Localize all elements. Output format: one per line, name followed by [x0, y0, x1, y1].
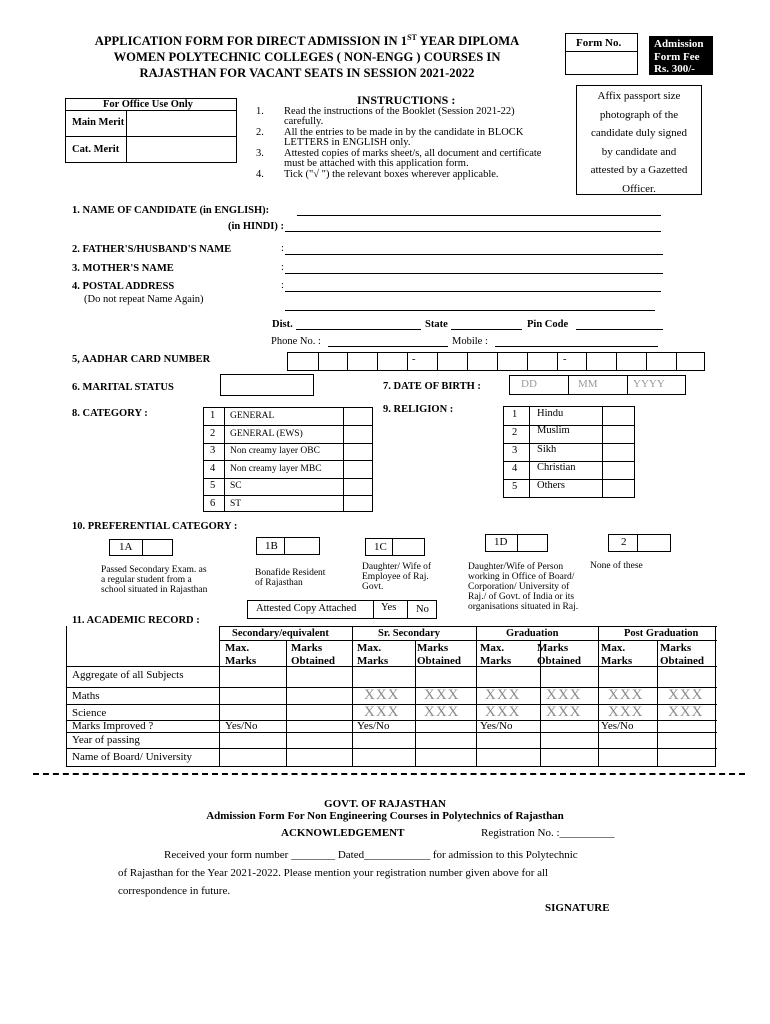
religion-table: [503, 406, 635, 498]
photo-text: Affix passport size: [597, 90, 681, 102]
pref-desc-line: working in Office of Board/: [468, 572, 575, 582]
name-english-field[interactable]: [297, 215, 661, 216]
na-cell: XXX: [424, 704, 460, 720]
photo-text: Officer.: [622, 182, 656, 195]
pin-code-label: Pin Code: [527, 319, 569, 330]
category-number: 1: [210, 410, 216, 421]
mobile-field[interactable]: [495, 346, 658, 347]
form-title: [40, 30, 574, 81]
na-cell: XXX: [424, 687, 460, 703]
instruction-text: carefully.: [284, 116, 324, 127]
pref-2-label: 2: [621, 536, 627, 548]
sub-header-line: Max.: [601, 642, 626, 654]
fee-line-2: Form Fee: [654, 50, 700, 63]
na-cell: XXX: [364, 687, 400, 703]
category-number: 6: [210, 498, 216, 509]
religion-label: 9. RELIGION :: [383, 404, 454, 415]
pref-1c-description: [362, 562, 431, 592]
pref-desc-line: Employee of Raj.: [362, 572, 429, 582]
photo-text: photograph of the: [599, 108, 679, 121]
row-maths: Maths: [72, 690, 100, 702]
dob-dd: DD: [521, 378, 537, 390]
category-option: ST: [230, 499, 242, 509]
category-number: 2: [210, 428, 216, 439]
instruction-number: 3.: [256, 148, 264, 159]
pref-desc-line: Raj./ of Govt. of India or its: [468, 592, 575, 602]
sub-header-line: Marks: [537, 642, 569, 654]
father-name-field[interactable]: [285, 254, 663, 255]
category-number: 4: [210, 463, 216, 474]
religion-option: Others: [537, 480, 565, 491]
ack-paragraph-line: correspondence in future.: [118, 885, 231, 897]
name-english-label: 1. NAME OF CANDIDATE (in ENGLISH):: [72, 205, 270, 216]
instruction-number: 1.: [256, 106, 264, 117]
form-no-label: Form No.: [576, 37, 622, 49]
marital-status-label: 6. MARITAL STATUS: [72, 382, 174, 393]
pref-desc-line: of Rajasthan: [255, 578, 303, 588]
pref-desc-line: Daughter/Wife of Person: [468, 562, 564, 572]
phone-field[interactable]: [328, 346, 448, 347]
category-option: GENERAL: [230, 411, 275, 421]
group-sr-secondary: Sr. Secondary: [378, 628, 441, 639]
mother-name-field[interactable]: [285, 273, 663, 274]
na-cell: XXX: [608, 704, 644, 720]
religion-option: Hindu: [537, 408, 564, 419]
mother-name-label: 3. MOTHER'S NAME: [72, 263, 174, 274]
instruction-text: Attested copies of marks sheet/s, all document and certificate: [284, 148, 542, 159]
postal-address-field-1[interactable]: [285, 291, 661, 292]
pref-1a-description: [101, 565, 207, 595]
marks-obtained-header: [537, 642, 581, 668]
pref-1b-description: [255, 568, 325, 588]
na-cell: XXX: [668, 704, 704, 720]
category-option: GENERAL (EWS): [230, 429, 303, 439]
name-hindi-field[interactable]: [285, 231, 661, 232]
aadhar-label: 5, AADHAR CARD NUMBER: [72, 354, 211, 365]
sub-header-line: Max.: [480, 642, 505, 654]
phone-label: Phone No. :: [271, 336, 321, 347]
category-option: Non creamy layer OBC: [230, 446, 320, 456]
instruction-text: must be attached with this application form.: [284, 158, 469, 169]
pref-desc-line: Corporation/ University of: [468, 582, 570, 592]
title-superscript: ST: [407, 33, 417, 42]
pref-1b-label: 1B: [265, 540, 278, 552]
fee-badge: [649, 36, 713, 75]
instruction-text: Tick ("√ ") the relevant boxes wherever applicable.: [284, 169, 499, 180]
row-board-university: Name of Board/ University: [72, 751, 193, 763]
category-option: SC: [230, 481, 242, 491]
max-marks-header: [357, 642, 388, 668]
colon: :: [281, 262, 284, 273]
category-number: 5: [210, 480, 216, 491]
pin-code-field[interactable]: [576, 329, 663, 330]
preferential-title: 10. PREFERENTIAL CATEGORY :: [72, 521, 238, 532]
religion-option: Muslim: [537, 425, 570, 436]
na-cell: XXX: [364, 704, 400, 720]
pref-desc-line: Passed Secondary Exam. as: [101, 565, 207, 575]
sub-header-line: Marks: [357, 655, 389, 667]
state-field[interactable]: [451, 329, 522, 330]
office-use-box: [65, 98, 237, 163]
pref-1a-box[interactable]: [109, 539, 173, 556]
religion-number: 2: [512, 427, 518, 438]
religion-number: 1: [512, 409, 518, 420]
sub-header-line: Marks: [660, 642, 692, 654]
aadhar-boxes[interactable]: [287, 352, 705, 371]
postal-address-label: 4. POSTAL ADDRESS: [72, 281, 175, 292]
religion-number: 4: [512, 463, 518, 474]
dist-field[interactable]: [296, 329, 421, 330]
form-no-box[interactable]: [565, 33, 638, 75]
dob-label: 7. DATE OF BIRTH :: [383, 381, 481, 392]
postal-address-note: (Do not repeat Name Again): [84, 294, 204, 305]
pref-desc-line: organisations situated in Raj.: [468, 602, 579, 612]
category-table: [203, 407, 373, 512]
attested-copy-box: [247, 600, 437, 619]
colon: :: [281, 243, 284, 254]
title-line-3: RAJASTHAN FOR VACANT SEATS IN SESSION 2021-2022: [139, 66, 475, 81]
fee-line-3: Rs. 300/-: [654, 63, 695, 75]
pref-desc-line: school situated in Rajasthan: [101, 585, 208, 595]
marks-improved-yes-no[interactable]: Yes/No: [601, 720, 634, 732]
na-cell: XXX: [546, 704, 582, 720]
instruction-number: 2.: [256, 127, 264, 138]
academic-table: [66, 626, 716, 767]
attested-yes[interactable]: Yes: [381, 602, 397, 613]
cut-line: [33, 773, 745, 775]
name-hindi-label: (in HINDI) :: [228, 221, 285, 232]
sub-header-line: Marks: [291, 642, 323, 654]
marks-improved-yes-no[interactable]: Yes/No: [480, 720, 513, 732]
max-marks-header: [480, 642, 511, 668]
postal-address-field-2[interactable]: [285, 310, 655, 311]
pref-1b-box[interactable]: [256, 537, 320, 555]
pref-desc-line: Daughter/ Wife of: [362, 562, 432, 572]
sub-header-line: Marks: [417, 642, 449, 654]
photo-box[interactable]: [576, 85, 702, 195]
dob-boxes[interactable]: [509, 375, 686, 395]
photo-text: candidate duly signed: [591, 127, 687, 139]
fee-line-1: Admission: [654, 38, 704, 50]
instruction-text: LETTERS in ENGLISH only.: [284, 137, 411, 148]
pref-2-description: None of these: [590, 561, 643, 571]
group-post-graduation: Post Graduation: [624, 628, 699, 639]
pref-1c-label: 1C: [374, 541, 387, 553]
father-name-label: 2. FATHER'S/HUSBAND'S NAME: [72, 244, 232, 255]
group-graduation: Graduation: [506, 628, 559, 639]
na-cell: XXX: [546, 687, 582, 703]
marks-obtained-header: [660, 642, 704, 668]
main-merit-label: Main Merit: [72, 117, 125, 128]
na-cell: XXX: [608, 687, 644, 703]
sub-header-line: Obtained: [660, 655, 705, 667]
marks-obtained-header: [291, 642, 335, 668]
title-line-2: WOMEN POLYTECHNIC COLLEGES ( NON-ENGG ) COURSES IN: [113, 50, 501, 65]
photo-text: by candidate and: [601, 145, 677, 158]
dob-yyyy: YYYY: [633, 378, 665, 390]
row-year-of-passing: Year of passing: [72, 734, 140, 746]
sub-header-line: Marks: [480, 655, 512, 667]
na-cell: XXX: [668, 687, 704, 703]
state-label: State: [425, 319, 448, 330]
dob-mm: MM: [578, 378, 598, 390]
na-cell: XXX: [485, 704, 521, 720]
aadhar-dash: -: [563, 354, 567, 365]
marital-status-box[interactable]: [220, 374, 314, 396]
pref-desc-line: Bonafide Resident: [255, 568, 326, 578]
max-marks-header: [601, 642, 632, 668]
religion-number: 5: [512, 481, 518, 492]
religion-number: 3: [512, 445, 518, 456]
sub-header-line: Obtained: [291, 655, 336, 667]
marks-improved-yes-no[interactable]: Yes/No: [357, 720, 390, 732]
pref-desc-line: Govt.: [362, 582, 384, 592]
category-number: 3: [210, 445, 216, 456]
pref-1d-description: [468, 562, 578, 612]
pref-1d-label: 1D: [494, 536, 508, 548]
category-option: Non creamy layer MBC: [230, 464, 322, 474]
instruction-text: Read the instructions of the Booklet (Session 2021-22): [284, 106, 515, 117]
ack-title: ACKNOWLEDGEMENT: [281, 827, 405, 839]
ack-paragraph-line: Received your form number ________ Dated____________ for admission to this Polytechnic: [164, 849, 578, 861]
category-label: 8. CATEGORY :: [72, 408, 148, 419]
title-line-1: APPLICATION FORM FOR DIRECT ADMISSION IN 1: [94, 34, 408, 49]
pref-desc-line: a regular student from a: [101, 575, 192, 585]
sub-header-line: Obtained: [537, 655, 582, 667]
sub-header-line: Marks: [601, 655, 633, 667]
sub-header-line: Max.: [357, 642, 382, 654]
pref-2-box[interactable]: [608, 534, 671, 552]
academic-title: 11. ACADEMIC RECORD :: [72, 615, 200, 626]
sub-header-line: Obtained: [417, 655, 462, 667]
religion-option: Christian: [537, 462, 576, 473]
office-use-title: For Office Use Only: [103, 99, 193, 110]
row-science: Science: [72, 707, 107, 719]
instruction-number: 4.: [256, 169, 264, 180]
row-aggregate: Aggregate of all Subjects: [72, 669, 184, 681]
colon: :: [281, 280, 284, 291]
aadhar-dash: -: [412, 354, 416, 365]
ack-subtitle: Admission Form For Non Engineering Courses in Polytechnics of Rajasthan: [206, 810, 564, 822]
pref-1c-box[interactable]: [365, 538, 425, 556]
sub-header-line: Marks: [225, 655, 257, 667]
title-line-1-end: YEAR DIPLOMA: [416, 34, 520, 49]
cat-merit-label: Cat. Merit: [72, 144, 120, 155]
religion-option: Sikh: [537, 444, 557, 455]
sub-header-line: Max.: [225, 642, 250, 654]
signature-label: SIGNATURE: [545, 902, 610, 914]
attested-copy-label: Attested Copy Attached: [256, 603, 357, 614]
registration-no[interactable]: Registration No. :__________: [481, 827, 615, 839]
na-cell: XXX: [485, 687, 521, 703]
dist-label: Dist.: [272, 319, 293, 330]
pref-1a-label: 1A: [119, 541, 133, 553]
ack-govt-title: GOVT. OF RAJASTHAN: [324, 798, 446, 810]
marks-obtained-header: [417, 642, 461, 668]
attested-no[interactable]: No: [416, 604, 429, 615]
instructions-title: INSTRUCTIONS :: [357, 93, 456, 107]
pref-1d-box[interactable]: [485, 534, 548, 552]
photo-text: attested by a Gazetted: [590, 164, 688, 176]
mobile-label: Mobile :: [452, 336, 488, 347]
instruction-text: All the entries to be made in by the candidate in BLOCK: [284, 127, 524, 138]
ack-paragraph-line: of Rajasthan for the Year 2021-2022. Please mention your registration number given above for all: [118, 867, 549, 879]
row-marks-improved: Marks Improved ?: [72, 720, 154, 732]
marks-improved-yes-no[interactable]: Yes/No: [225, 720, 258, 732]
max-marks-header: [225, 642, 256, 668]
group-secondary: Secondary/equivalent: [232, 628, 329, 639]
